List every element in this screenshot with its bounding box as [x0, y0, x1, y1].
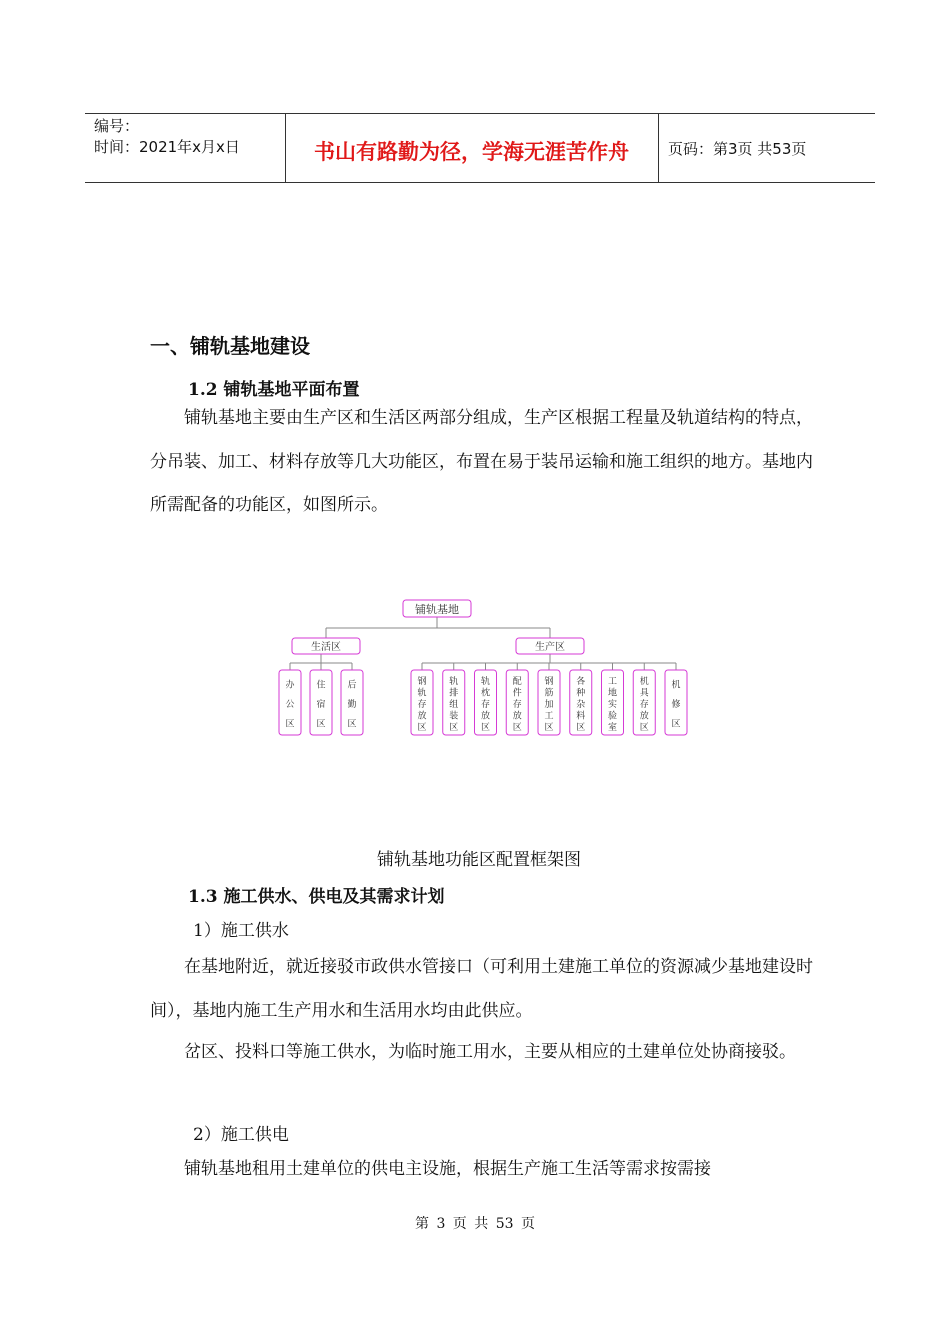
time-label: 时间：2021年x月x日: [94, 138, 240, 156]
leaf-char: 区: [671, 719, 681, 730]
number-label: 编号：: [94, 117, 140, 135]
leaf-char: 各: [576, 676, 586, 687]
power-paragraph-1: 铺轨基地租用土建单位的供电主设施，根据生产施工生活等需求按需接: [184, 1159, 711, 1179]
heading-1-2: 1.2 铺轨基地平面布置: [188, 380, 360, 400]
leaf-char: 存: [417, 700, 427, 710]
leaf-char: 轨: [449, 676, 459, 687]
leaf-char: 钢: [417, 676, 427, 687]
leaf-char: 住: [316, 680, 326, 691]
leaf-char: 件: [512, 688, 522, 699]
leaf-char: 区: [576, 723, 586, 734]
leaf-char: 修: [671, 700, 681, 710]
water-title: 1）施工供水: [193, 921, 289, 941]
water-paragraph-1: 在基地附近，就近接驳市政供水管接口（可利用土建施工单位的资源减少基地建设时间），基地内施工生产用水和生活用水均由此供应。: [150, 957, 813, 1021]
page-footer: 第 3 页 共 53 页: [415, 1216, 535, 1232]
leaf-char: 机: [639, 676, 649, 687]
leaf-char: 工: [544, 711, 554, 722]
water-paragraph-2: 岔区、投料口等施工供水，为临时施工用水，主要从相应的土建单位处协商接驳。: [184, 1042, 796, 1062]
root-node: [403, 600, 471, 617]
heading-1-3: 1.3 施工供水、供电及其需求计划: [188, 887, 445, 907]
leaf-char: 存: [480, 700, 491, 710]
leaf-char: 存: [639, 700, 649, 710]
leaf-char: 配: [512, 676, 522, 687]
leaf-char: 轨: [417, 688, 427, 699]
production-zone-node: [516, 638, 584, 654]
svg-text:生活区: 生活区: [311, 642, 341, 653]
function-area-diagram: [270, 590, 700, 740]
section-title: 一、铺轨基地建设: [150, 334, 310, 358]
svg-text:生产区: 生产区: [535, 642, 565, 653]
leaf-char: 区: [449, 723, 459, 734]
leaf-char: 料: [576, 711, 586, 722]
svg-text:铺轨基地: 铺轨基地: [415, 603, 459, 616]
header-left: [94, 116, 240, 158]
leaf-char: 工: [607, 676, 618, 687]
production-leaf-node: [570, 670, 592, 735]
leaf-char: 放: [639, 711, 649, 722]
leaf-char: 钢: [544, 676, 554, 687]
header-divider: [658, 114, 659, 182]
leaf-char: 装: [449, 711, 459, 722]
figure-caption: 铺轨基地功能区配置框架图: [377, 850, 581, 870]
production-leaf-node: [633, 670, 655, 735]
leaf-char: 放: [417, 711, 427, 722]
leaf-char: 杂: [576, 700, 586, 710]
leaf-char: 放: [480, 711, 491, 722]
leaf-char: 宿: [316, 700, 326, 710]
leaf-char: 地: [607, 688, 618, 699]
leaf-char: 勤: [347, 700, 357, 710]
leaf-char: 区: [544, 723, 554, 734]
living-leaf-node: [341, 670, 363, 735]
leaf-char: 区: [285, 719, 295, 730]
production-leaf-node: [506, 670, 528, 735]
leaf-char: 区: [480, 723, 491, 734]
leaf-char: 办: [285, 680, 295, 691]
leaf-char: 筋: [544, 688, 554, 699]
living-leaf-node: [279, 670, 301, 735]
leaf-char: 排: [449, 688, 459, 699]
document-header: [85, 113, 875, 183]
leaf-char: 区: [417, 723, 427, 734]
leaf-char: 放: [512, 711, 522, 722]
leaf-char: 加: [544, 700, 554, 710]
leaf-char: 组: [449, 700, 459, 710]
leaf-char: 实: [607, 700, 618, 710]
leaf-char: 区: [316, 719, 326, 730]
leaf-char: 轨: [480, 676, 491, 687]
living-leaf-node: [310, 670, 332, 735]
production-leaf-node: [602, 670, 624, 735]
leaf-char: 机: [671, 680, 681, 691]
production-leaf-node: [665, 670, 687, 735]
leaf-char: 室: [607, 723, 618, 734]
leaf-char: 区: [347, 719, 357, 730]
header-page-info: 页码：第3页 共53页: [668, 140, 807, 158]
header-motto: 书山有路勤为径，学海无涯苦作舟: [314, 140, 629, 164]
production-leaf-node: [475, 670, 497, 735]
leaf-char: 种: [576, 688, 586, 699]
production-leaf-node: [538, 670, 560, 735]
leaf-char: 公: [285, 700, 295, 710]
living-zone-node: [292, 638, 360, 654]
leaf-char: 具: [639, 688, 649, 699]
leaf-char: 区: [639, 723, 649, 734]
leaf-char: 后: [347, 680, 357, 691]
leaf-char: 验: [607, 711, 618, 722]
leaf-char: 区: [512, 723, 522, 734]
production-leaf-node: [443, 670, 465, 735]
power-title: 2）施工供电: [193, 1125, 289, 1145]
leaf-char: 存: [512, 700, 522, 710]
paragraph-layout: 铺轨基地主要由生产区和生活区两部分组成，生产区根据工程量及轨道结构的特点，分吊装、加工、材料存放等几大功能区，布置在易于装吊运输和施工组织的地方。基地内所需配备的功能区，如图所示。: [150, 408, 813, 515]
leaf-char: 枕: [480, 688, 491, 699]
production-leaf-node: [411, 670, 433, 735]
